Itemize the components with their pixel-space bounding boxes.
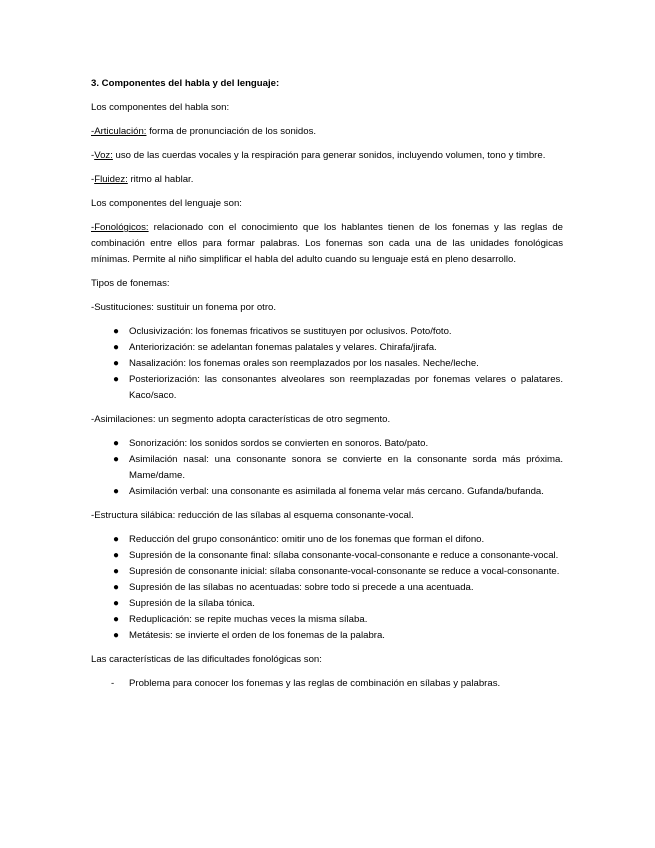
dificultades-item: - Problema para conocer los fonemas y las reglas de combinación en sílabas y palabras.: [91, 676, 563, 692]
sustituciones-intro: -Sustituciones: sustituir un fonema por otro.: [91, 302, 277, 313]
list-item: ● Oclusivización: los fonemas fricativos se sustituyen por oclusivos. Poto/foto.: [91, 324, 563, 340]
bullet-icon: ●: [113, 326, 120, 337]
bullet-icon: ●: [113, 358, 120, 369]
bullet-icon: ●: [113, 534, 120, 545]
dash-marker: -: [111, 678, 115, 689]
fonologicos-paragraph: [91, 220, 563, 268]
asimilaciones-intro: -Asimilaciones: un segmento adopta características de otro segmento.: [91, 414, 391, 425]
section-heading: 3. Componentes del habla y del lenguaje:: [91, 78, 280, 89]
bullet-icon: ●: [113, 374, 120, 385]
articulacion-text: forma de pronunciación de los sonidos.: [146, 126, 317, 137]
fluidez-text: ritmo al hablar.: [127, 174, 194, 185]
bullet-icon: ●: [113, 454, 120, 465]
lenguaje-intro: Los componentes del lenguaje son:: [91, 198, 242, 209]
voz-text: uso de las cuerdas vocales y la respiración para generar sonidos, incluyendo volumen, tono y timbre.: [112, 150, 546, 161]
bullet-icon: ●: [113, 438, 120, 449]
bullet-icon: ●: [113, 566, 120, 577]
sustituciones-list: [91, 324, 563, 404]
fonologicos-term: -Fonológicos:: [91, 222, 149, 233]
list-item: ● Posteriorización: las consonantes alveolares son reemplazadas por fonemas velares o palatares. Kaco/saco.: [113, 374, 563, 401]
asimilaciones-list: [91, 436, 563, 500]
fluidez-prefix: -: [91, 174, 95, 185]
fluidez-paragraph: [91, 172, 563, 188]
estructura-list: [91, 532, 563, 644]
list-item: ● Asimilación verbal: una consonante es asimilada al fonema velar más cercano. Gufanda/bufanda.: [91, 484, 563, 500]
tipos-intro: Tipos de fonemas:: [91, 278, 170, 289]
articulacion-paragraph: [91, 124, 563, 140]
bullet-icon: ●: [113, 342, 120, 353]
list-item: ● Anteriorización: se adelantan fonemas palatales y velares. Chirafa/jirafa.: [91, 340, 563, 356]
list-item: ● Supresión de la consonante final: sílaba consonante-vocal-consonante e reduce a consonante-vocal.: [91, 548, 563, 564]
list-item: ● Sonorización: los sonidos sordos se convierten en sonoros. Bato/pato.: [91, 436, 563, 452]
articulacion-term: -Articulación:: [91, 126, 147, 137]
estructura-intro: -Estructura silábica: reducción de las sílabas al esquema consonante-vocal.: [91, 510, 414, 521]
bullet-icon: ●: [113, 550, 120, 561]
list-item: ● Asimilación nasal: una consonante sonora se convierte en la consonante sorda más próxima. Mame/dame.: [113, 454, 563, 481]
fonologicos-text: relacionado con el conocimiento que los hablantes tienen de los fonemas y las reglas de combinación entre ellos para formar palabras. Los fonemas son cada una de las unidades fonológicas mínimas. Permite al niño simplificar el habla del adulto cuando su lenguaje está en pleno desarrollo.: [91, 222, 563, 265]
list-item: ● Reducción del grupo consonántico: omitir uno de los fonemas que forman el difono.: [91, 532, 563, 548]
bullet-icon: ●: [113, 598, 120, 609]
list-item: ● Supresión de consonante inicial: sílaba consonante-vocal-consonante se reduce a vocal-consonante.: [91, 564, 563, 580]
voz-prefix: -: [91, 150, 95, 161]
voz-term: Voz:: [94, 150, 113, 161]
bullet-icon: ●: [113, 630, 120, 641]
bullet-icon: ●: [113, 614, 120, 625]
list-item: ● Supresión de las sílabas no acentuadas: sobre todo si precede a una acentuada.: [91, 580, 563, 596]
habla-intro: Los componentes del habla son:: [91, 102, 230, 113]
document-body: [91, 76, 563, 692]
dificultades-intro: Las características de las dificultades fonológicas son:: [91, 654, 322, 665]
bullet-icon: ●: [113, 582, 120, 593]
bullet-icon: ●: [113, 486, 120, 497]
fluidez-term: Fluidez:: [94, 174, 128, 185]
voz-paragraph: [91, 148, 563, 164]
list-item: ● Reduplicación: se repite muchas veces la misma sílaba.: [91, 612, 563, 628]
list-item: ● Nasalización: los fonemas orales son reemplazados por los nasales. Neche/leche.: [91, 356, 563, 372]
list-item: ● Metátesis: se invierte el orden de los fonemas de la palabra.: [91, 628, 563, 644]
list-item: ● Supresión de la sílaba tónica.: [91, 596, 563, 612]
